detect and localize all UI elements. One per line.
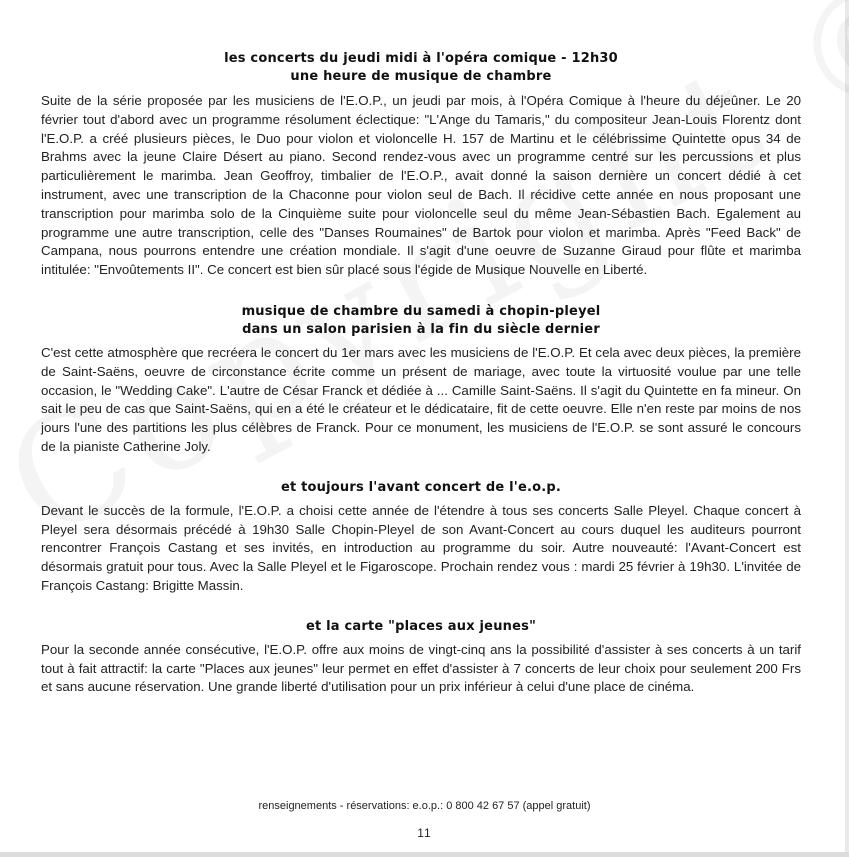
section-heading xyxy=(41,618,801,636)
page-edge-bottom xyxy=(0,852,849,857)
heading-line: une heure de musique de chambre xyxy=(290,69,552,84)
section-heading xyxy=(41,303,801,339)
contact-footer: renseignements - réservations: e.o.p.: 0 800 42 67 57 (appel gratuit) xyxy=(258,800,591,812)
section-body: Devant le succès de la formule, l'E.O.P. a choisi cette année de l'étendre à tous ses concerts Salle Pleyel. Chaque concert à Pleyel sera désormais précédé à 19h30 Salle Chopin-Pleyel de son Avant-Concert au cours duquel les auditeurs pourront rencontrer François Castang et ses invités, en introduction au programme du soir. Autre nouveauté: l'Avant-Concert est désormais gratuit pour tous. Avec la Salle Pleyel et le Figaroscope. Prochain rendez vous : mardi 25 février à 19h30. L'invitée de François Castang: Brigitte Massin. xyxy=(41,502,801,593)
section-body: Suite de la série proposée par les musiciens de l'E.O.P., un jeudi par mois, à l'Opéra Comique à l'heure du déjeûner. Le 20 février tout d'abord avec un programme résolument éclectique: "L'Ange du Tamaris," du compositeur Jean-Louis Florentz dont l'E.O.P. a créé plusieurs pièces, le Duo pour violon et violoncelle H. 157 de Martinu et le célébrissime Quintette opus 34 de Brahms avec la jeune Claire Désert au piano. Second rendez-vous avec un programme centré sur les percussions et plus particulièrement le marimba. Jean Geoffroy, timbalier de l'E.O.P., avait donné la saison dernière un concert dédié à cet instrument, avec une transcription de la Chaconne pour violon seul de Bach. Il récidive cette année en nous proposant une transcription pour marimba solo de la Cinquième suite pour violoncelle seul du même Jean-Sébastien Bach. Egalement au programme une autre transcription, celle des "Danses Roumaines" de Bartok pour violon et marimba. Après "Feed Back" de Campana, nous pourrons entendre une création mondiale. Il s'agit d'une oeuvre de Suzanne Giraud pour flûte et marimba intitulée: "Envoûtements II". Ce concert est bien sûr placé sous l'égide de Musique Nouvelle en Liberté. xyxy=(41,93,801,278)
section-avant-concert xyxy=(41,479,801,596)
section-jeudi-midi xyxy=(41,50,801,280)
heading-line: et toujours l'avant concert de l'e.o.p. xyxy=(280,479,562,495)
heading-line: musique de chambre du samedi à chopin-pleyel xyxy=(241,303,601,319)
heading-line: les concerts du jeudi midi à l'opéra comique - 12h30 xyxy=(224,51,618,66)
section-heading xyxy=(41,50,801,86)
page-number: 11 xyxy=(417,826,432,840)
heading-line: et la carte "places aux jeunes" xyxy=(305,618,537,634)
section-heading xyxy=(41,479,801,497)
section-places-jeunes xyxy=(41,618,801,697)
page-edge xyxy=(845,0,849,857)
section-body: Pour la seconde année consécutive, l'E.O.P. offre aux moins de vingt-cinq ans la possibilité d'assister à ses concerts à un tarif tout à fait attractif: la carte "Places aux jeunes" leur permet en effet d'assister à 7 concerts de leur choix pour seulement 200 Frs et sans aucune réservation. Une grande liberté d'utilisation pour un prix inférieur à celui d'une place de cinéma. xyxy=(41,641,801,695)
heading-line: dans un salon parisien à la fin du siècle dernier xyxy=(242,321,600,337)
section-body: C'est cette atmosphère que recréera le concert du 1er mars avec les musiciens de l'E.O.P. Et cela avec deux pièces, la première de Saint-Saëns, oeuvre de circonstance écrite comme un présent de mariage, avec toute la virtuosité voulue par une telle occasion, le "Wedding Cake". L'autre de César Franck et dédiée à ... Camille Saint-Saëns. Il s'agit du Quintette en fa mineur. On sait le peu de cas que Saint-Saëns, qui en a été le créateur et le dédicataire, fit de cette oeuvre. Elle n'en reste par moins de nos jours l'une des partitions les plus célèbres de Franck. Pour ce monument, les musiciens de l'E.O.P. se sont assuré le concours de la pianiste Catherine Joly. xyxy=(41,344,801,454)
section-chopin-pleyel xyxy=(41,303,801,457)
article-content xyxy=(41,50,801,697)
